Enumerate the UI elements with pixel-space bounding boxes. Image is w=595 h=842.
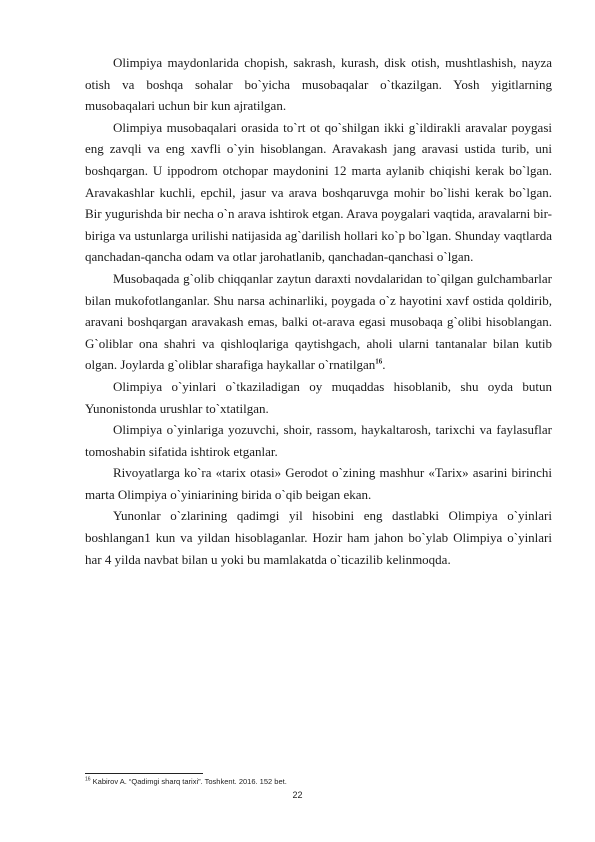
footnote-number: 16 [85,776,91,783]
paragraph-4: Olimpiya o`yinlari o`tkaziladigan oy muqaddas hisoblanib, shu oyda butun Yunonistonda urushlar to`xtatilgan. [85,378,552,416]
footnote-reference[interactable]: 16 [375,357,383,366]
paragraph-6: Rivoyatlarga ko`ra «tarix otasi» Gerodot o`zining mashhur «Tarix» asarini birinchi marta Olimpiya o`yiniarining birida o`qib beigan ekan. [85,465,552,502]
footnote-text: Kabirov A. “Qadimgi sharq tarixi”. Toshkent. 2016. 152 bet. [90,777,287,786]
footnote-separator [85,773,203,774]
paragraph-7: Yunonlar o`zlarining qadimgi yil hisobini eng dastlabki Olimpiya o`yinlari boshlangan1 kun va yildan hisoblaganlar. Hozir ham jahon bo`ylab Olimpiya o`yinlari har 4 yilda navbat bilan u yoki bu mamlakatda o`ticazilib kelinmoqda. [85,508,552,567]
footnote [85,777,545,787]
paragraph-3-end: . [382,357,386,373]
body-text [85,52,552,570]
paragraph-3 [85,268,552,376]
page-number: 22 [292,790,303,800]
paragraph-5: Olimpiya o`yinlariga yozuvchi, shoir, rassom, haykaltarosh, tarixchi va faylasuflar tomoshabin sifatida ishtirok etganlar. [85,422,552,459]
paragraph-1: Olimpiya maydonlarida chopish, sakrash, kurash, disk otish, mushtlashish, nayza otish va boshqa sohalar bo`yicha musobaqalar o`tkazilgan. Yosh yigitlarning musobaqalari uchun bir kun ajratilgan. [85,55,552,114]
paragraph-3-text: Musobaqada g`olib chiqqanlar zaytun daraxti novdalaridan to`qilgan gulchambarlar bilan mukofotlanganlar. Shu narsa achinarliki, poygada o`z hayotini xavf ostida qoldirib, aravani boshqargan aravakash emas, balki ot-arava egasi musobaqa g`olibi hisoblangan. G`oliblar ona shahri va qishloqlariga qaytishgach, aholi ularni tantanalar bilan kutib olgan. Joylarda g`oliblar sharafiga haykallar o`rnatilgan [85,270,552,373]
paragraph-2: Olimpiya musobaqalari orasida to`rt ot qo`shilgan ikki g`ildirakli aravalar poygasi eng zavqli va eng xavfli o`yin hisoblangan. Aravakash jang aravasi ustida turib, uni boshqargan. U ippodrom otchopar maydonini 12 marta aylanib chiqishi kerak bo`lgan. Aravakashlar kuchli, epchil, jasur va arava boshqaruvga mohir bo`lishi kerak bo`lgan. Bir yugurishda bir necha o`n arava ishtirok etgan. Arava poygalari vaqtida, aravalarni bir-biriga va ustunlarga urilishi natijasida ag`darilish hollari ko`p bo`lgan. Shunday vaqtlarda qanchadan-qancha odam va otlar jarohatlanib, qanchadan-qanchasi o`lgan. [85,119,552,265]
